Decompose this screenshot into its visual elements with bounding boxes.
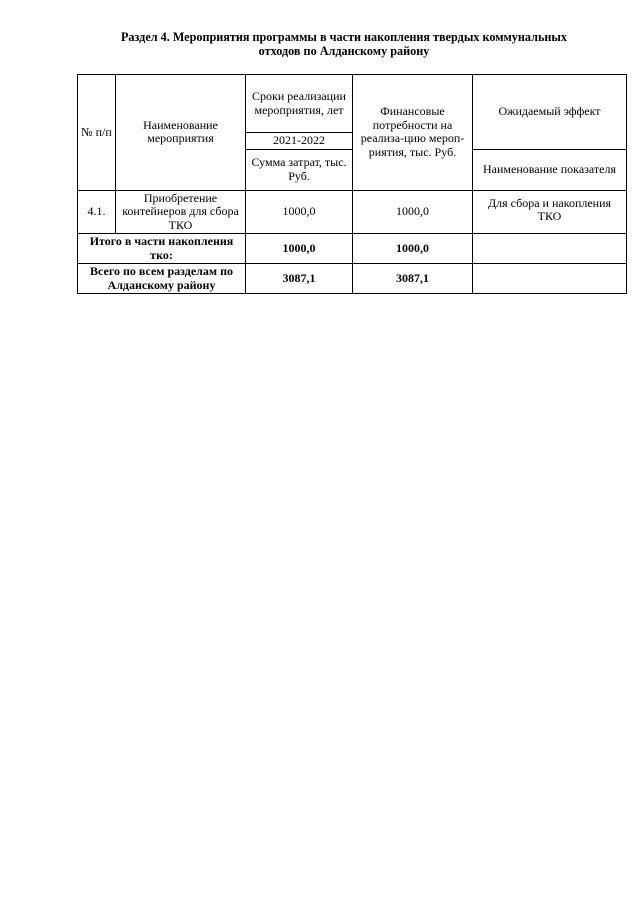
subtotal-finance: 1000,0 (353, 234, 473, 264)
header-name: Наименование мероприятия (116, 75, 246, 191)
row-finance: 1000,0 (353, 190, 473, 234)
header-effect: Ожидаемый эффект (473, 75, 627, 150)
header-indicator: Наименование показателя (473, 149, 627, 190)
header-finance: Финансовые потребности на реализа-цию мероп-риятия, тыс. Руб. (353, 75, 473, 191)
total-finance: 3087,1 (353, 264, 473, 294)
subtotal-label: Итого в части накопления тко: (78, 234, 246, 264)
subtotal-effect-empty (473, 234, 627, 264)
row-name: Приобретение контейнеров для сбора ТКО (116, 190, 246, 234)
header-terms: Сроки реализации мероприятия, лет (246, 75, 353, 133)
total-effect-empty (473, 264, 627, 294)
table-row (78, 190, 627, 234)
row-num: 4.1. (78, 190, 116, 234)
header-row-1 (78, 75, 627, 133)
measures-table (77, 74, 627, 294)
section-title (84, 30, 604, 58)
row-effect: Для сбора и накопления ТКО (473, 190, 627, 234)
section-title-line1: Раздел 4. Мероприятия программы в части накопления твердых коммунальных (120, 30, 568, 44)
header-cost-sum: Сумма затрат, тыс. Руб. (246, 149, 353, 190)
subtotal-row (78, 234, 627, 264)
section-title-line2: отходов по Алданскому району (258, 44, 430, 58)
header-years: 2021-2022 (246, 133, 353, 150)
subtotal-cost: 1000,0 (246, 234, 353, 264)
total-cost: 3087,1 (246, 264, 353, 294)
row-cost: 1000,0 (246, 190, 353, 234)
total-label: Всего по всем разделам по Алданскому району (78, 264, 246, 294)
header-num: № п/п (78, 75, 116, 191)
total-row (78, 264, 627, 294)
